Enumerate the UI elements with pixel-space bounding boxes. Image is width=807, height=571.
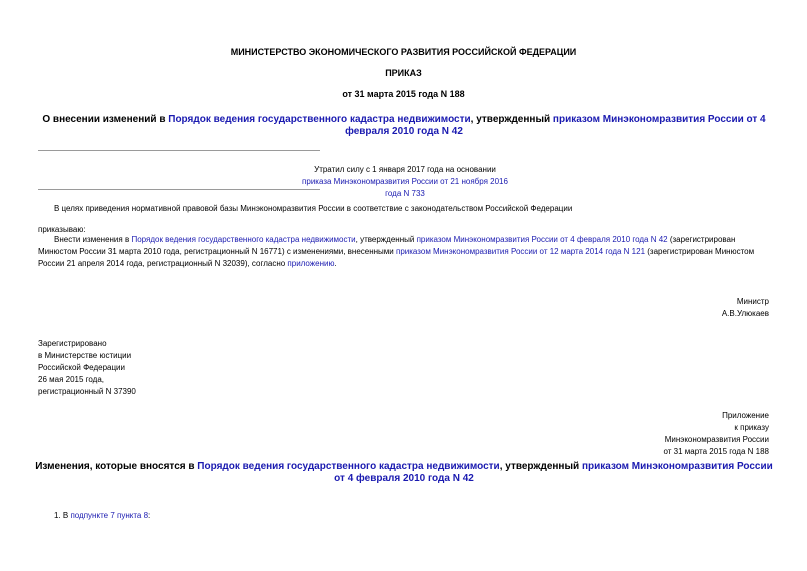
title-text-2: , утвержденный — [470, 114, 553, 125]
item-1-text: 1. В — [54, 511, 71, 520]
appendix-line: к приказу — [734, 423, 769, 432]
notice-bottom-rule — [38, 189, 320, 190]
signature-position: Министр — [736, 297, 769, 306]
title-text: О внесении изменений в — [42, 114, 169, 125]
document-title — [34, 114, 774, 138]
order-heading: ПРИКАЗ — [385, 68, 422, 78]
appendix-block — [664, 410, 769, 458]
p1-link-appendix[interactable]: приложению — [287, 259, 335, 268]
intro-paragraph: В целях приведения нормативной правовой базы Минэкономразвития России в соответствие с законодательством Российской Федерации — [54, 204, 573, 213]
paragraph-1-text-5: . — [334, 259, 337, 268]
repeal-notice — [300, 164, 510, 200]
p1-link-procedure[interactable]: Порядок ведения государственного кадастра недвижимости — [131, 235, 356, 244]
notice-top-rule — [38, 150, 320, 151]
paragraph-1-text-3: (зарегистрирован Минюстом России 31 марта 2010 года, регистрационный N 16771) с изменениями, внесенными — [38, 235, 736, 256]
p1-link-order-42[interactable]: приказом Минэкономразвития России от 4 февраля 2010 года N 42 — [416, 235, 668, 244]
changes-link-order-42[interactable]: приказом Минэкономразвития России от 4 февраля 2010 года N 42 — [334, 461, 773, 484]
order-date: от 31 марта 2015 года N 188 — [342, 89, 465, 99]
ministry-heading: МИНИСТЕРСТВО ЭКОНОМИЧЕСКОГО РАЗВИТИЯ РОССИЙСКОЙ ФЕДЕРАЦИИ — [230, 47, 577, 57]
paragraph-1-text-4: (зарегистрирован Минюстом России 21 апреля 2014 года, регистрационный N 32039), согласно — [38, 247, 755, 268]
registration-line: регистрационный N 37390 — [38, 387, 136, 396]
paragraph-1 — [38, 234, 770, 270]
repeal-notice-link[interactable]: приказа Минэкономразвития России от 21 ноября 2016 года N 733 — [302, 177, 508, 198]
paragraph-1-text-2: , утвержденный — [355, 235, 417, 244]
changes-title — [34, 461, 774, 485]
appendix-line: Минэкономразвития России — [664, 435, 769, 444]
paragraph-1-text: Внести изменения в — [54, 235, 132, 244]
signature-block — [722, 296, 769, 320]
changes-title-text: Изменения, которые вносятся в — [35, 461, 198, 472]
item-1-link[interactable]: подпункте 7 пункта 8 — [70, 511, 149, 520]
changes-link-procedure[interactable]: Порядок ведения государственного кадастра недвижимости — [197, 461, 500, 472]
changes-title-text-2: , утвержденный — [499, 461, 582, 472]
appendix-line: от 31 марта 2015 года N 188 — [663, 447, 769, 456]
signature-name: А.В.Улюкаев — [721, 309, 769, 318]
p1-link-order-121[interactable]: приказом Минэкономразвития России от 12 марта 2014 года N 121 — [396, 247, 646, 256]
registration-line: в Министерстве юстиции — [38, 351, 132, 360]
registration-line: Зарегистрировано — [38, 339, 107, 348]
registration-line: 26 мая 2015 года, — [38, 375, 104, 384]
order-word: приказываю: — [38, 225, 86, 234]
item-1-text-2: : — [148, 511, 151, 520]
item-1 — [54, 510, 150, 522]
appendix-line: Приложение — [722, 411, 769, 420]
repeal-notice-text: Утратил силу с 1 января 2017 года на основании — [314, 165, 496, 174]
registration-line: Российской Федерации — [38, 363, 125, 372]
registration-block — [38, 338, 136, 398]
title-link-order-42[interactable]: приказом Минэкономразвития России от 4 февраля 2010 года N 42 — [345, 114, 766, 137]
title-link-procedure[interactable]: Порядок ведения государственного кадастра недвижимости — [168, 114, 471, 125]
